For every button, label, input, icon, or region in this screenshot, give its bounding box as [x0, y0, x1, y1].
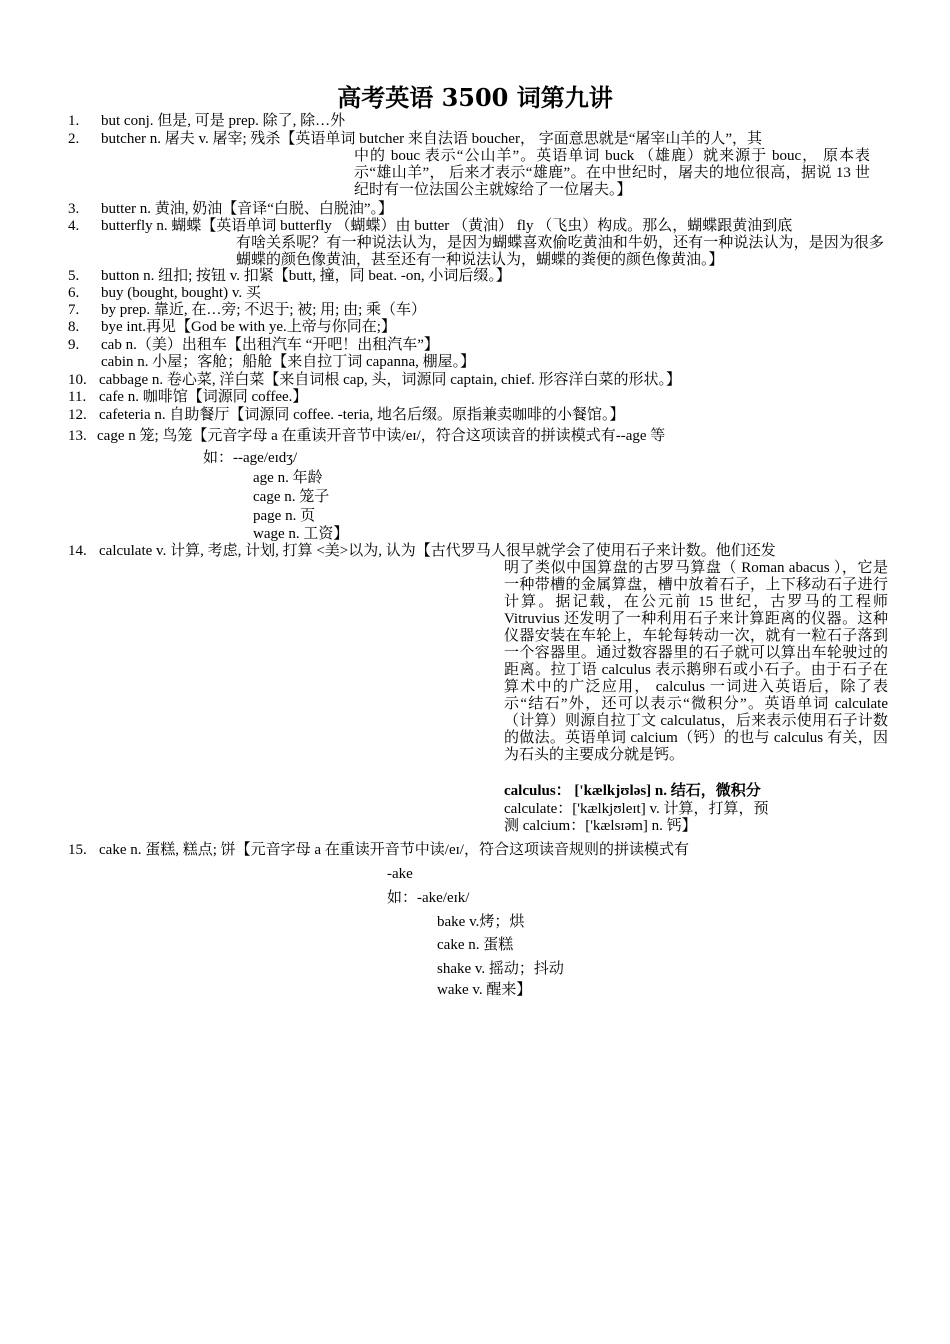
entry-number: 6. — [68, 285, 80, 301]
entry-number: 1. — [68, 113, 80, 129]
entry-continuation: 中的 bouc 表示“公山羊”。英语单词 buck （雄鹿）就来源于 bouc， 原本表示“雄山羊”， 后来才表示“雄鹿”。在中世纪时，屠夫的地位很高，据说 13 世纪时有一位法国公主就嫁给了一位屠夫。】 — [354, 148, 870, 198]
entry-text: by prep. 靠近, 在…旁; 不迟于; 被; 用; 由; 乘（车） — [101, 302, 426, 318]
example-word: cage n. 笼子 — [253, 489, 330, 505]
entry-text: cabbage n. 卷心菜, 洋白菜【来自词根 cap, 头，词源同 captain, chief. 形容洋白菜的形状。】 — [99, 372, 681, 388]
entry-text: cage n 笼; 鸟笼【元音字母 a 在重读开音节中读/eɪ/，符合这项读音的拼读模式有--age 等 — [97, 428, 666, 444]
example-intro: 如：--age/eɪdʒ/ — [203, 450, 298, 466]
calc-note: 测 calcium：['kælsɪəm] n. 钙】 — [504, 818, 697, 834]
entry-number: 3. — [68, 201, 80, 217]
entry-number: 14. — [68, 543, 87, 559]
entry-text: bye int.再见【God be with ye.上帝与你同在;】 — [101, 319, 396, 335]
entry-number: 7. — [68, 302, 80, 318]
entry-text: cafe n. 咖啡馆【词源同 coffee.】 — [99, 389, 308, 405]
example-word: bake v.烤；烘 — [437, 914, 525, 930]
entry-text: calculate v. 计算, 考虑, 计划, 打算 <美>以为, 认为【古代罗马人很早就学会了使用石子来计数。他们还发 — [99, 543, 776, 559]
calc-note: calculate：['kælkjʊleɪt] v. 计算，打算，预 — [504, 801, 769, 817]
entry-text: buy (bought, bought) v. 买 — [101, 285, 261, 301]
entry-number: 5. — [68, 268, 80, 284]
entry-number: 13. — [68, 428, 87, 444]
example-word: page n. 页 — [253, 508, 316, 524]
example-word: wake v. 醒来】 — [437, 982, 532, 998]
entry-continuation: 明了类似中国算盘的古罗马算盘（ Roman abacus ），它是一种带槽的金属算盘，槽中放着石子，上下移动石子进行计算。据记载，在公元前 15 世纪，古罗马的工程师 Vitruvius 还发明了一种利用石子来计算距离的仪器。这种仪器安装在车轮上，车轮每转动一次，就有一粒石子落到一个容器里。通过数容器里的石子就可以算出车轮驶过的距离。拉丁语 calculus 表示鹅卵石或小石子。由于石子在算术中的广泛应用， calculus 一词进入英语后，除了表示“结石”外，还可以表示“微积分”。英语单词 calculate （计算）则源自拉丁文 calculatus，后来表示使用石子计数的做法。英语单词 calcium（钙）的也与 calculus 有关，因为石头的主要成分就是钙。 — [504, 560, 888, 763]
page-title: 高考英语 3500 词第九讲 — [337, 83, 613, 112]
example-word: cake n. 蛋糕 — [437, 937, 514, 953]
entry-text: butter n. 黄油, 奶油【音译“白脱、白脱油”。】 — [101, 201, 394, 217]
entry-text: cabin n. 小屋；客舱；船舱【来自拉丁词 capanna, 棚屋。】 — [101, 354, 476, 370]
entry-text: button n. 纽扣; 按钮 v. 扣紧【butt, 撞，同 beat. -on, 小词后缀。】 — [101, 268, 511, 284]
calc-note: calculus： ['kælkjʊləs] n. 结石，微积分 — [504, 783, 761, 799]
entry-number: 12. — [68, 407, 87, 423]
entry-number: 11. — [68, 389, 87, 405]
entry-text: but conj. 但是, 可是 prep. 除了, 除…外 — [101, 113, 346, 129]
entry-number: 2. — [68, 131, 80, 147]
entry-number: 10. — [68, 372, 87, 388]
example-word: wage n. 工资】 — [253, 526, 349, 542]
entry-number: 4. — [68, 218, 80, 234]
example-intro: 如：-ake/eɪk/ — [387, 890, 470, 906]
entry-text: butterfly n. 蝴蝶【英语单词 butterfly （蝴蝶）由 butter （黄油） fly （飞虫）构成。那么，蝴蝶跟黄油到底 — [101, 218, 793, 234]
entry-text: butcher n. 屠夫 v. 屠宰; 残杀【英语单词 butcher 来自法语 boucher， 字面意思就是“屠宰山羊的人”，其 — [101, 131, 763, 147]
entry-text: cab n.（美）出租车【出租汽车 “开吧！出租汽车”】 — [101, 337, 439, 353]
entry-continuation: 有啥关系呢？有一种说法认为，是因为蝴蝶喜欢偷吃黄油和牛奶，还有一种说法认为，是因为很多蝴蝶的颜色像黄油，甚至还有一种说法认为，蝴蝶的粪便的颜色像黄油。】 — [236, 235, 884, 268]
example-word: shake v. 摇动；抖动 — [437, 961, 564, 977]
entry-text: cake n. 蛋糕, 糕点; 饼【元音字母 a 在重读开音节中读/eɪ/，符合这项读音规则的拼读模式有 — [99, 842, 689, 858]
entry-number: 15. — [68, 842, 87, 858]
entry-number: 9. — [68, 337, 80, 353]
entry-text: cafeteria n. 自助餐厅【词源同 coffee. -teria, 地名后缀。原指兼卖咖啡的小餐馆。】 — [99, 407, 625, 423]
entry-number: 8. — [68, 319, 80, 335]
example-word: age n. 年龄 — [253, 470, 323, 486]
pattern-label: -ake — [387, 866, 413, 882]
